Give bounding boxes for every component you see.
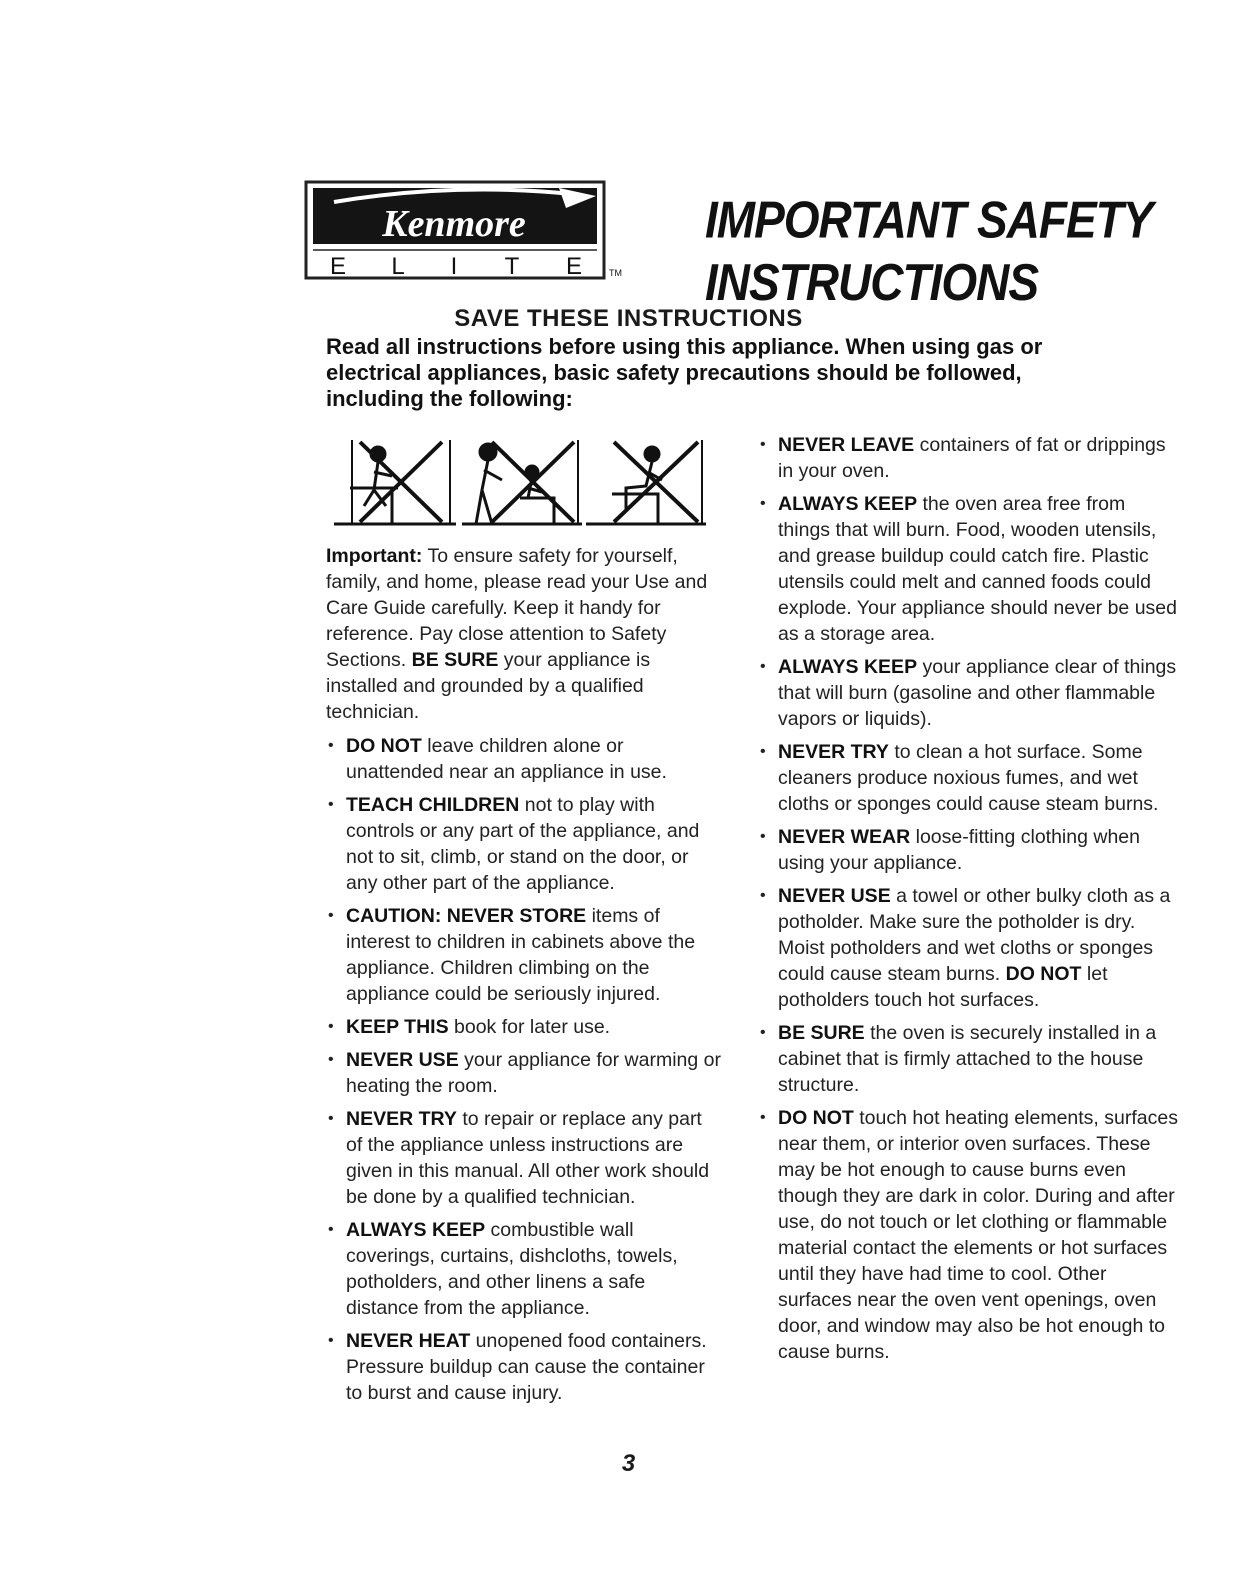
title-line-1: IMPORTANT SAFETY — [705, 190, 1153, 249]
item-text: combustible wall coverings, curtains, dishcloths, towels, potholders, and other linens a safe distance from the appliance. — [346, 1219, 678, 1319]
item-text: loose-fitting clothing when using your appliance. — [778, 826, 1140, 874]
item-keyword: CAUTION: NEVER STORE — [346, 905, 587, 927]
item-text: to repair or replace any part of the appliance unless instructions are given in this manual. All other work should be done by a qualified technician. — [346, 1108, 710, 1208]
item-keyword: NEVER HEAT — [346, 1330, 471, 1352]
item-keyword: KEEP THIS — [346, 1016, 449, 1038]
item-text-2: let potholders touch hot surfaces. — [778, 963, 1108, 1011]
item-text: leave children alone or unattended near an appliance in use. — [346, 735, 667, 783]
right-column — [758, 432, 1178, 1372]
logo-letter-1: E — [329, 253, 347, 280]
item-text: your appliance for warming or heating the room. — [346, 1049, 721, 1097]
logo-letter-2: L — [391, 253, 405, 280]
item-text: unopened food containers. Pressure buildup can cause the container to burst and cause injury. — [346, 1330, 707, 1404]
list-item — [758, 824, 1178, 876]
item-text: not to play with controls or any part of the appliance, and not to sit, climb, or stand on the door, or any other part of the appliance. — [346, 794, 700, 894]
left-column — [326, 543, 722, 1413]
list-item — [326, 1328, 722, 1406]
item-keyword: NEVER USE — [778, 885, 891, 907]
list-item — [758, 739, 1178, 817]
item-text: containers of fat or drippings in your oven. — [778, 434, 1166, 482]
item-keyword-2: DO NOT — [1005, 963, 1082, 985]
item-keyword: ALWAYS KEEP — [778, 493, 918, 515]
right-safety-list — [758, 432, 1178, 1365]
important-paragraph — [326, 543, 722, 725]
logo-trademark: TM — [609, 268, 622, 278]
no-climbing-on-oven-door-icon — [334, 440, 456, 524]
no-sitting-on-door-icon — [586, 440, 706, 524]
item-text: your appliance clear of things that will burn (gasoline and other flammable vapors or liquids). — [778, 656, 1177, 730]
title-line-2: INSTRUCTIONS — [705, 252, 1038, 312]
item-keyword: NEVER TRY — [778, 741, 889, 763]
list-item — [758, 1020, 1178, 1098]
item-keyword: NEVER USE — [346, 1049, 459, 1071]
item-text: a towel or other bulky cloth as a potholder. Make sure the potholder is dry. Moist potholders and wet cloths or sponges could cause steam burns. — [778, 885, 1171, 985]
intro-paragraph: Read all instructions before using this appliance. When using gas or electrical appliances, basic safety precautions should be followed, including the following: — [326, 334, 1043, 411]
no-child-on-open-door-icon — [462, 440, 582, 524]
logo-letter-3: I — [450, 253, 458, 280]
save-instructions-heading: SAVE THESE INSTRUCTIONS — [454, 305, 803, 332]
item-keyword: NEVER WEAR — [778, 826, 911, 848]
item-keyword: DO NOT — [778, 1107, 854, 1129]
list-item — [758, 491, 1178, 647]
left-safety-list — [326, 733, 722, 1406]
item-keyword: ALWAYS KEEP — [778, 656, 918, 678]
kenmore-elite-logo — [304, 180, 626, 282]
item-keyword: DO NOT — [346, 735, 422, 757]
logo-letter-4: T — [504, 253, 520, 280]
item-keyword: BE SURE — [778, 1022, 865, 1044]
warning-pictograms — [330, 432, 710, 528]
item-keyword: TEACH CHILDREN — [346, 794, 520, 816]
list-item — [758, 432, 1178, 484]
list-item — [758, 883, 1178, 1013]
important-text-1: To ensure safety for yourself, family, and home, please read your Use and Care Guide carefully. Keep it handy for reference. Pay close attention to Safety Sections. — [326, 545, 708, 671]
page-number: 3 — [621, 1450, 636, 1477]
list-item — [326, 1106, 722, 1210]
item-text: the oven is securely installed in a cabinet that is firmly attached to the house structure. — [778, 1022, 1157, 1096]
item-keyword: NEVER LEAVE — [778, 434, 915, 456]
item-text: to clean a hot surface. Some cleaners produce noxious fumes, and wet cloths or sponges could cause steam burns. — [778, 741, 1159, 815]
list-item — [758, 654, 1178, 732]
list-item — [326, 733, 722, 785]
list-item — [326, 792, 722, 896]
list-item — [326, 1217, 722, 1321]
important-text-2: your appliance is installed and grounded by a qualified technician. — [326, 649, 651, 723]
list-item — [326, 1047, 722, 1099]
item-keyword: ALWAYS KEEP — [346, 1219, 486, 1241]
list-item — [758, 1105, 1178, 1365]
logo-brand: Kenmore — [382, 203, 526, 245]
page-title — [705, 188, 1152, 313]
item-text: the oven area free from things that will burn. Food, wooden utensils, and grease buildup could catch fire. Plastic utensils could melt and canned foods could explode. Your appliance should never be used as a storage area. — [778, 493, 1177, 645]
important-label: Important: — [326, 545, 423, 567]
item-text: book for later use. — [454, 1016, 611, 1038]
list-item — [326, 903, 722, 1007]
item-keyword: NEVER TRY — [346, 1108, 457, 1130]
important-keyword: BE SURE — [411, 649, 499, 671]
logo-letter-5: E — [565, 253, 583, 280]
item-text: touch hot heating elements, surfaces near them, or interior oven surfaces. These may be hot enough to cause burns even though they are dark in color. During and after use, do not touch or let clothing or flammable material contact the elements or hot surfaces until they have had time to cool. Other surfaces near the oven vent openings, oven door, and window may also be hot enough to cause burns. — [778, 1107, 1178, 1363]
item-text: items of interest to children in cabinets above the appliance. Children climbing on the appliance could be seriously injured. — [346, 905, 696, 1005]
list-item — [326, 1014, 722, 1040]
